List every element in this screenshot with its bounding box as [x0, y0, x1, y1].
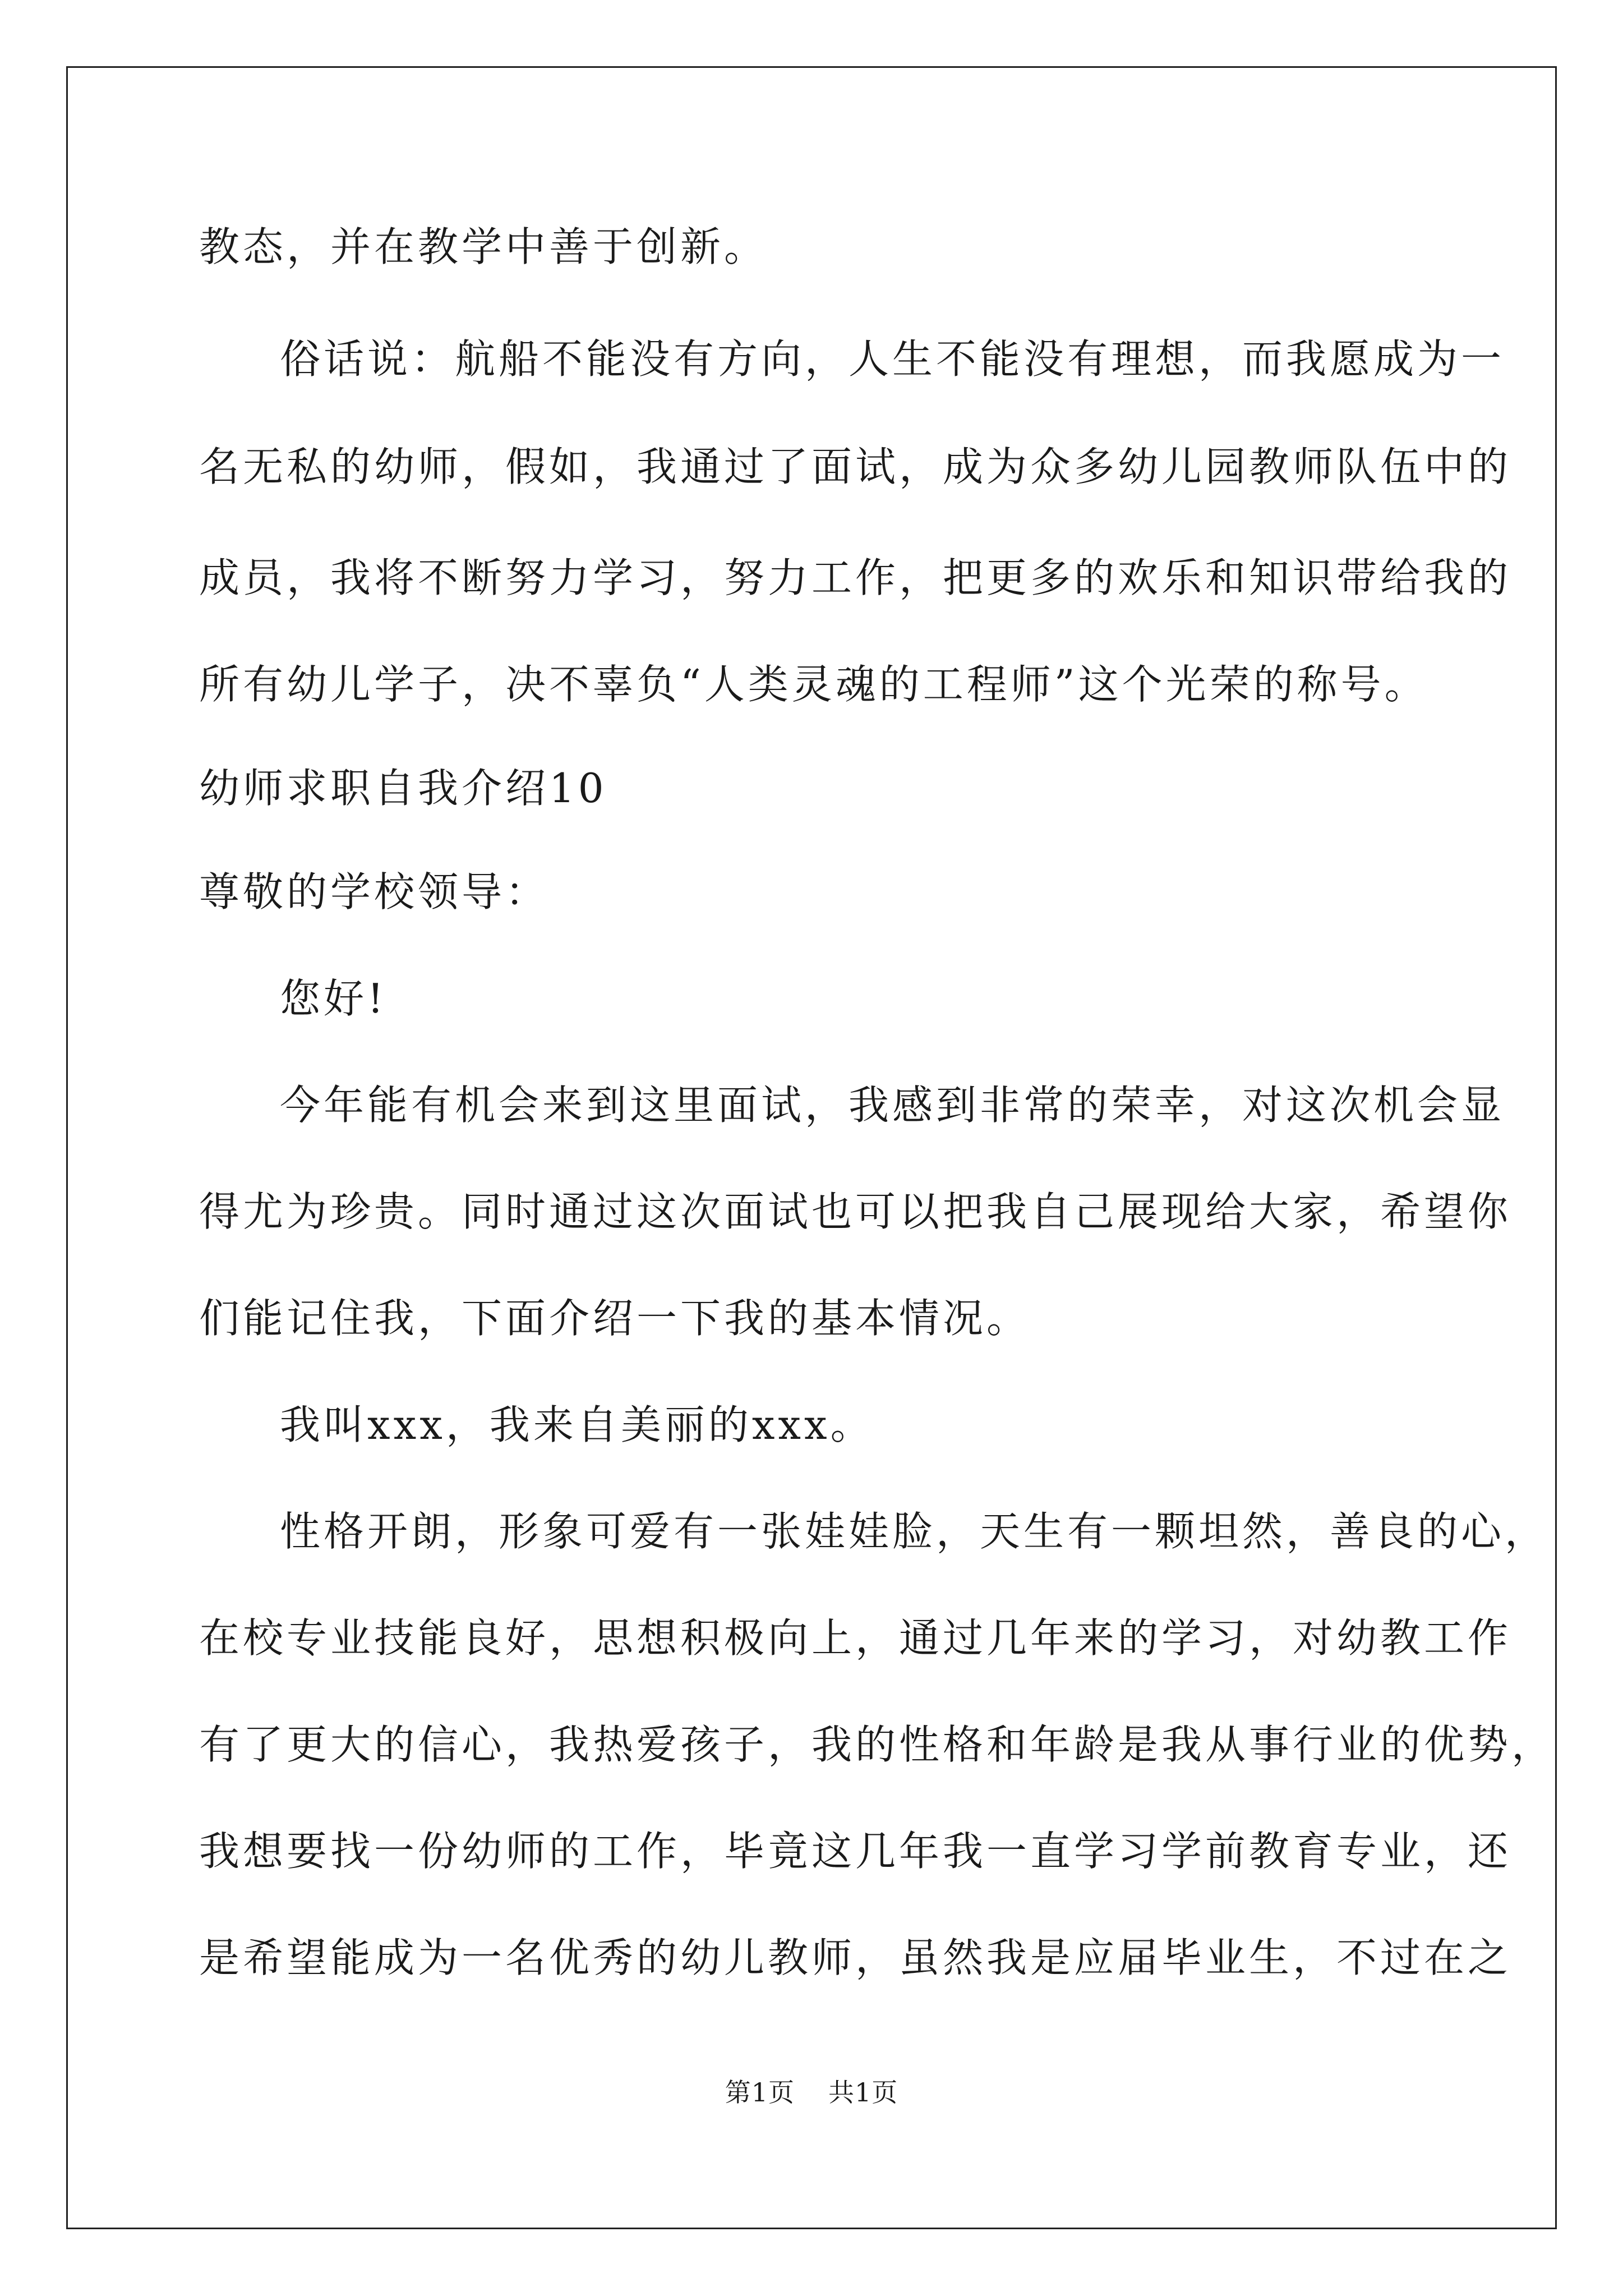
text-line: 教态，并在教学中善于创新。 [199, 223, 768, 270]
text-line: 今年能有机会来到这里面试，我感到非常的荣幸，对这次机会显 [280, 1082, 1505, 1129]
text-line: 是希望能成为一名优秀的幼儿教师，虽然我是应届毕业生，不过在之 [199, 1934, 1512, 1981]
page-number: 第1页 [725, 2077, 795, 2108]
greeting: 您好! [280, 975, 387, 1022]
text-line: 俗话说：航船不能没有方向，人生不能没有理想，而我愿成为一 [280, 335, 1505, 383]
text-line: 性格开朗，形象可爱有一张娃娃脸，天生有一颗坦然，善良的心， [280, 1508, 1549, 1555]
section-heading: 幼师求职自我介绍10 [199, 765, 607, 812]
text-line: 名无私的幼师，假如，我通过了面试，成为众多幼儿园教师队伍中的 [199, 443, 1512, 490]
text-line: 成员，我将不断努力学习，努力工作，把更多的欢乐和知识带给我的 [199, 554, 1512, 601]
text-line: 我叫xxx，我来自美丽的xxx。 [280, 1401, 874, 1448]
page-border [66, 66, 1557, 2229]
salutation: 尊敬的学校领导： [199, 868, 550, 915]
page-footer [0, 2076, 1623, 2109]
text-line: 有了更大的信心，我热爱孩子，我的性格和年龄是我从事行业的优势， [199, 1721, 1556, 1768]
text-line: 在校专业技能良好，思想积极向上，通过几年来的学习，对幼教工作 [199, 1614, 1512, 1662]
text-line: 所有幼儿学子，决不辜负“人类灵魂的工程师”这个光荣的称号。 [199, 661, 1428, 708]
text-line: 得尤为珍贵。同时通过这次面试也可以把我自己展现给大家，希望你 [199, 1188, 1512, 1235]
page-total: 共1页 [828, 2077, 898, 2108]
text-line: 我想要找一份幼师的工作，毕竟这几年我一直学习学前教育专业，还 [199, 1828, 1512, 1875]
text-line: 们能记住我，下面介绍一下我的基本情况。 [199, 1295, 1031, 1342]
